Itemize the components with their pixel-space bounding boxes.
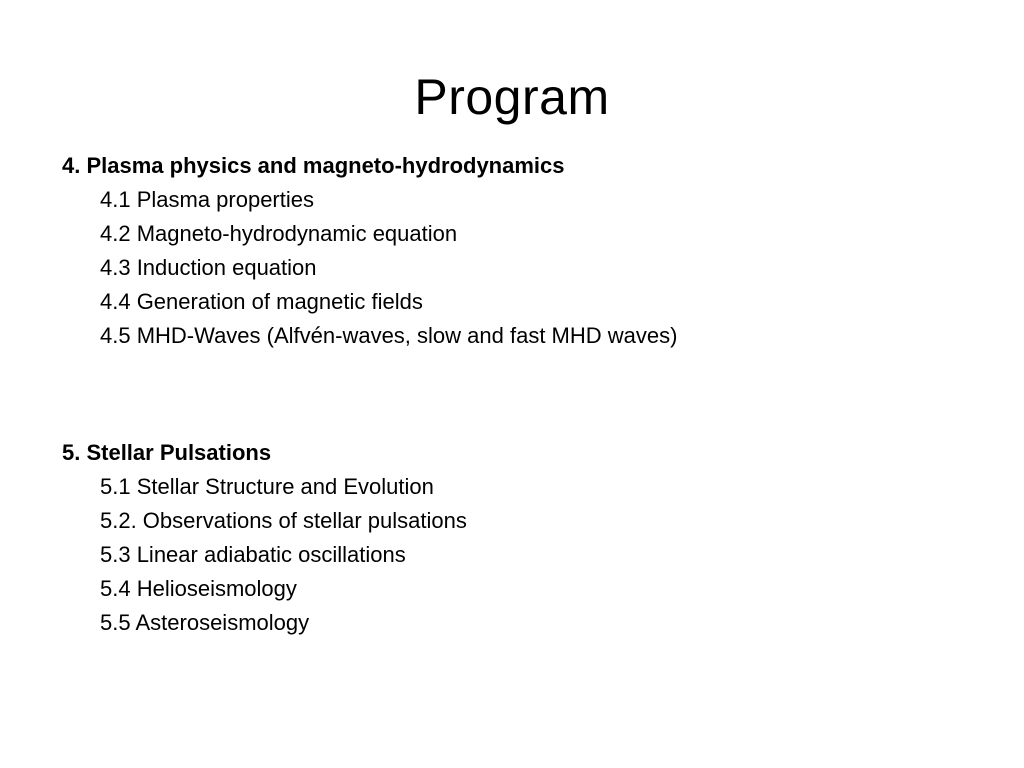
list-item: 5.1 Stellar Structure and Evolution: [100, 474, 434, 499]
list-item: 5.5 Asteroseismology: [100, 610, 310, 635]
list-item: 5.2. Observations of stellar pulsations: [100, 508, 467, 533]
section-stellar-pulsations: [62, 436, 962, 640]
section-heading: 5. Stellar Pulsations: [62, 440, 272, 465]
section-heading: 4. Plasma physics and magneto-hydrodynamics: [62, 153, 565, 178]
list-item: 4.3 Induction equation: [100, 255, 317, 280]
list-item: 5.3 Linear adiabatic oscillations: [100, 542, 406, 567]
list-item: 4.4 Generation of magnetic fields: [100, 289, 423, 314]
list-item: 5.4 Helioseismology: [100, 576, 297, 601]
slide-title: Program: [414, 69, 610, 125]
list-item: 4.5 MHD-Waves (Alfvén-waves, slow and fast MHD waves): [100, 323, 678, 348]
list-item: 4.2 Magneto-hydrodynamic equation: [100, 221, 458, 246]
list-item: 4.1 Plasma properties: [100, 187, 314, 212]
section-plasma-physics: [62, 149, 962, 353]
